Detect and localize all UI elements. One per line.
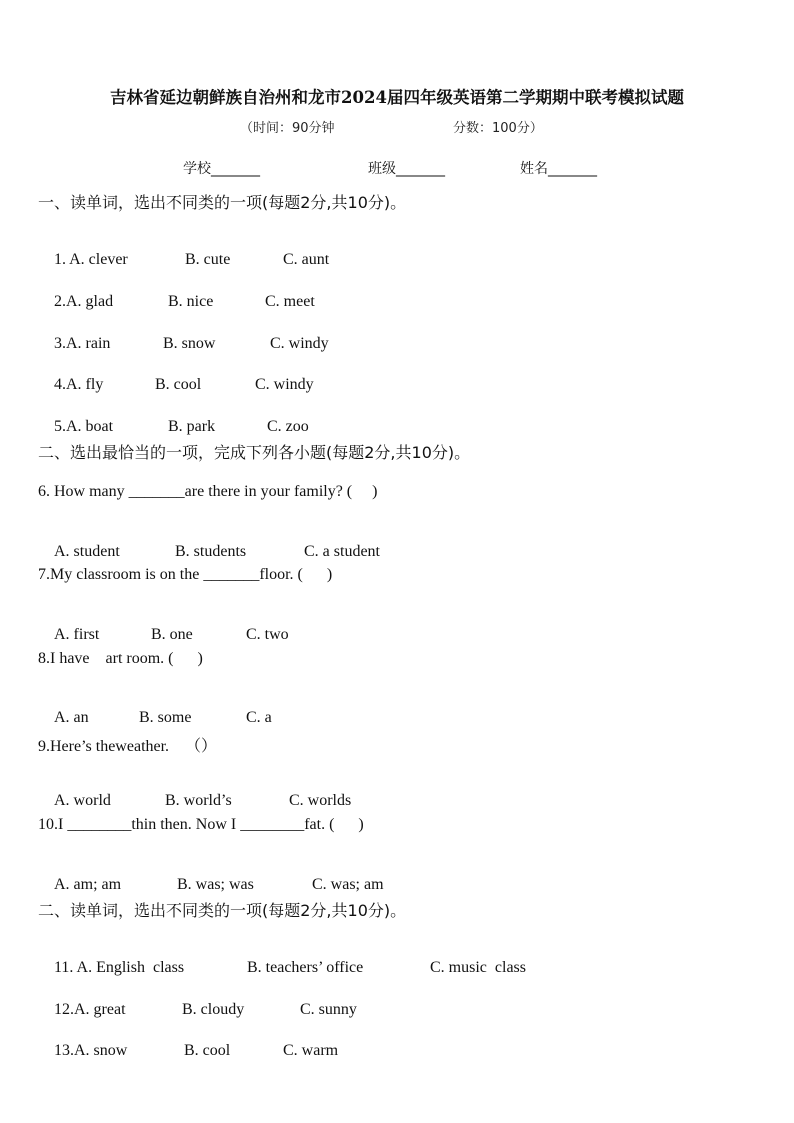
question-10-stem: 10.I ________thin then. Now I ________fat. ( ): [38, 816, 364, 833]
question-9-stem: 9.Here’s theweather. （）: [38, 738, 218, 755]
option-a: A. student: [54, 543, 120, 560]
option-b: B. nice: [168, 293, 214, 310]
option-b: B. snow: [163, 335, 216, 352]
option-a: A. first: [54, 626, 100, 643]
option-c: C. a student: [304, 543, 380, 560]
option-b: B. cool: [155, 376, 202, 393]
question-13: [38, 1024, 338, 1078]
question-8-stem: 8.I have art room. ( ): [38, 650, 203, 667]
option-c: C. music class: [430, 959, 526, 976]
option-a: 4.A. fly: [54, 376, 104, 393]
option-a: 2.A. glad: [54, 293, 114, 310]
option-a: 12.A. great: [54, 1001, 126, 1018]
option-c: C. windy: [270, 335, 329, 352]
option-c: C. was; am: [312, 876, 384, 893]
school-field: 学校_______: [183, 161, 260, 177]
option-c: C. zoo: [267, 418, 309, 435]
option-b: B. park: [168, 418, 216, 435]
section-2-heading: 二、选出最恰当的一项，完成下列各小题(每题2分,共10分)。: [38, 443, 471, 462]
option-b: B. world’s: [165, 792, 232, 809]
option-c: C. warm: [283, 1042, 339, 1059]
option-b: B. was; was: [177, 876, 254, 893]
option-c: C. aunt: [283, 251, 330, 268]
option-b: B. cute: [185, 251, 231, 268]
exam-time: （时间：90分钟: [240, 121, 335, 136]
option-c: C. two: [246, 626, 289, 643]
option-c: C. a: [246, 709, 272, 726]
option-a: 13.A. snow: [54, 1042, 128, 1059]
option-b: B. cloudy: [182, 1001, 245, 1018]
option-a: A. an: [54, 709, 89, 726]
section-1-heading: 一、读单词，选出不同类的一项(每题2分,共10分)。: [38, 193, 407, 212]
option-a: 3.A. rain: [54, 335, 111, 352]
option-b: B. students: [175, 543, 247, 560]
option-a: 11. A. English class: [54, 959, 185, 976]
option-c: C. sunny: [300, 1001, 357, 1018]
option-a: A. am; am: [54, 876, 122, 893]
section-3-heading: 二、读单词，选出不同类的一项(每题2分,共10分)。: [38, 901, 407, 920]
option-b: B. some: [139, 709, 192, 726]
page-title: 吉林省延边朝鲜族自治州和龙市2024届四年级英语第二学期期中联考模拟试题: [110, 88, 684, 107]
option-c: C. windy: [255, 376, 314, 393]
name-field: 姓名_______: [520, 161, 597, 177]
option-a: A. world: [54, 792, 111, 809]
class-field: 班级_______: [368, 161, 445, 177]
exam-score: 分数：100分）: [453, 121, 543, 136]
option-c: C. meet: [265, 293, 315, 310]
option-b: B. teachers’ office: [247, 959, 364, 976]
question-6-stem: 6. How many _______are there in your family? ( ): [38, 483, 378, 500]
question-7-stem: 7.My classroom is on the _______floor. ( ): [38, 566, 333, 583]
option-b: B. one: [151, 626, 193, 643]
option-a: 1. A. clever: [54, 251, 128, 268]
option-a: 5.A. boat: [54, 418, 114, 435]
option-c: C. worlds: [289, 792, 352, 809]
option-b: B. cool: [184, 1042, 231, 1059]
